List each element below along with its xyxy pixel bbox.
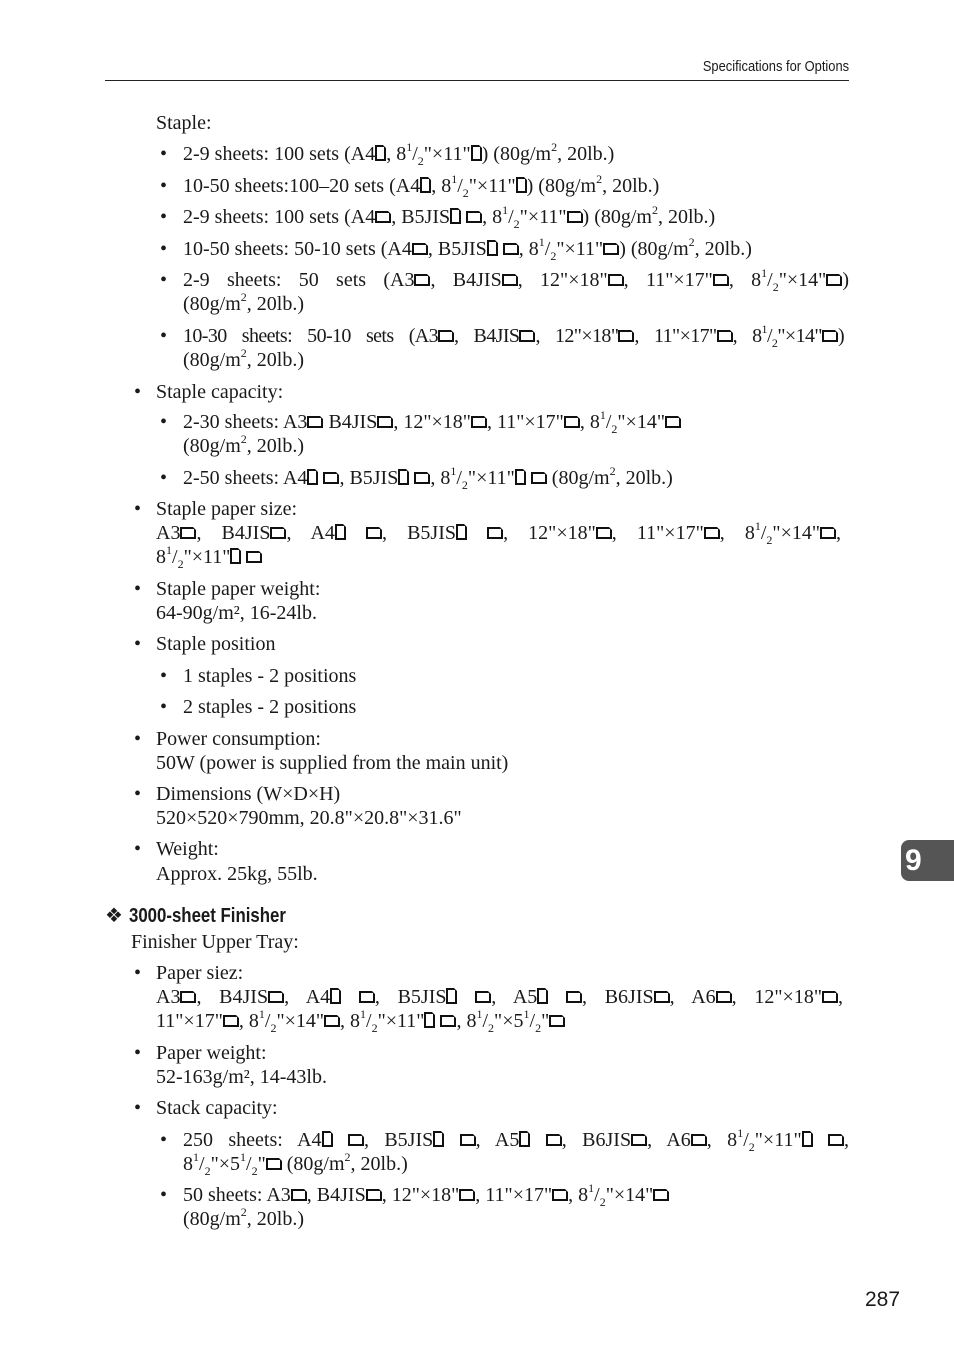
bullet: •	[160, 467, 168, 489]
paper-landscape-icon	[324, 1015, 340, 1027]
paper-landscape-icon	[440, 1015, 456, 1027]
paper-portrait-icon	[424, 1012, 435, 1028]
paper-landscape-icon	[822, 330, 838, 342]
paper-landscape-icon	[665, 416, 681, 428]
list-item: 10-50 sheets:100–20 sets (A4 , $8^1/_2"\times 11$" ) ($80g/m^2$, 20lb.)	[183, 172, 660, 200]
paper-landscape-icon	[323, 472, 339, 484]
paper-landscape-icon	[412, 243, 428, 255]
paper-landscape-icon	[475, 991, 491, 1003]
paper-landscape-icon	[377, 416, 393, 428]
bullet: •	[160, 269, 168, 291]
paper-portrait-icon	[375, 145, 386, 161]
bullet: •	[160, 1129, 168, 1151]
paper-landscape-icon	[466, 211, 482, 223]
paper-landscape-icon	[820, 527, 836, 539]
paper-portrait-icon	[446, 988, 457, 1004]
paper-landscape-icon	[414, 472, 430, 484]
bullet: •	[134, 498, 142, 520]
dimensions-value: 520×520×790mm, 20.8"×20.8"×31.6"	[156, 807, 462, 829]
paper-landscape-icon	[223, 1015, 239, 1027]
list-item: 2-30 sheets: A3 B4JIS , 12"×18" , 11"×17" , $8^1/_2"\times 14$"	[183, 410, 681, 434]
bullet: •	[160, 696, 168, 718]
paper-portrait-icon	[456, 524, 467, 540]
paper-portrait-icon	[330, 988, 341, 1004]
paper-landscape-icon	[359, 991, 375, 1003]
paper-portrait-icon	[515, 469, 526, 485]
paper-landscape-icon	[375, 211, 391, 223]
list-item: 2-9 sheets: 50 sets (A3 , B4JIS , 12"×18" , 11"×17" , $8^1/_2"\times 14$" )	[183, 266, 850, 294]
stack-capacity-label: Stack capacity:	[156, 1097, 278, 1119]
bullet: •	[160, 325, 168, 347]
list-item: 50 sheets: A3 , B4JIS , 12"×18" , 11"×17" , $8^1/_2"\times 14$"	[183, 1183, 669, 1207]
list-item: 1 staples - 2 positions	[183, 665, 357, 687]
bullet: •	[134, 838, 142, 860]
bullet: •	[160, 1184, 168, 1206]
paper-landscape-icon	[653, 1189, 669, 1201]
list-item: 2 staples - 2 positions	[183, 696, 357, 718]
paper-landscape-icon	[596, 527, 612, 539]
paper-landscape-icon	[567, 211, 583, 223]
bullet: •	[160, 143, 168, 165]
paper-landscape-icon	[246, 551, 262, 563]
bullet: •	[160, 665, 168, 687]
paper-portrait-icon	[322, 1131, 333, 1147]
paper-portrait-icon	[519, 1131, 530, 1147]
paper-landscape-icon	[268, 991, 284, 1003]
page-number: 287	[865, 1288, 901, 1311]
bullet: •	[134, 728, 142, 750]
paper-landscape-icon	[270, 527, 286, 539]
paper-landscape-icon	[618, 330, 634, 342]
list-item-continuation: $8^1/_2"\times 5^1/_2$" ($80g/m^2$, 20lb.)	[183, 1150, 408, 1178]
paper-landscape-icon	[828, 1134, 844, 1146]
list-item: 10-30 sheets: 50-10 sets (A3 , B4JIS , 12"×18" , 11"×17" , $8^1/_2"\times 14$" )	[183, 322, 844, 350]
list-item-continuation: ($80g/m^2$, 20lb.)	[183, 1205, 304, 1230]
paper-landscape-icon	[822, 991, 838, 1003]
list-item: 2-50 sheets: A4 , B5JIS , $8^1/_2"\times 11$" ($80g/m^2$, 20lb.)	[183, 464, 673, 492]
paper-landscape-icon	[566, 991, 582, 1003]
paper-portrait-icon	[420, 177, 431, 193]
paper-landscape-icon	[519, 330, 535, 342]
bullet: •	[134, 381, 142, 403]
paper-landscape-icon	[503, 243, 519, 255]
paper-portrait-icon	[537, 988, 548, 1004]
running-header	[105, 56, 849, 81]
staple-paper-size-value: A3 , B4JIS , A4 , B5JIS , 12"×18" , 11"×17" , $8^1/_2"\times 14$" ,	[156, 519, 842, 547]
chapter-tab: 9	[901, 840, 954, 881]
paper-landscape-icon	[552, 1189, 568, 1201]
paper-landscape-icon	[471, 416, 487, 428]
paper-portrait-icon	[307, 469, 318, 485]
paper-landscape-icon	[502, 274, 518, 286]
paper-landscape-icon	[704, 527, 720, 539]
paper-landscape-icon	[826, 274, 842, 286]
bullet: •	[134, 783, 142, 805]
paper-size-value: A3 , B4JIS , A4 , B5JIS , A5 , B6JIS , A6 , 12"×18" ,	[156, 986, 843, 1008]
diamond-icon: ❖	[105, 905, 123, 927]
power-value: 50W (power is supplied from the main unit)	[156, 752, 509, 774]
bullet: •	[134, 962, 142, 984]
section-heading: ❖ 3000-sheet Finisher	[105, 905, 286, 927]
paper-landscape-icon	[180, 991, 196, 1003]
list-item: 10-50 sheets: 50-10 sets (A4 , B5JIS , $8^1/_2"\times 11$" ) ($80g/m^2$, 20lb.)	[183, 235, 752, 263]
power-label: Power consumption:	[156, 728, 321, 750]
bullet: •	[134, 633, 142, 655]
paper-landscape-icon	[291, 1189, 307, 1201]
paper-weight-value: 52-163g/m², 14-43lb.	[156, 1066, 327, 1088]
weight-label: Weight:	[156, 838, 219, 860]
paper-landscape-icon	[549, 1015, 565, 1027]
paper-landscape-icon	[307, 416, 323, 428]
paper-portrait-icon	[802, 1131, 813, 1147]
paper-size-label: Paper siez:	[156, 962, 244, 984]
paper-portrait-icon	[450, 208, 461, 224]
paper-landscape-icon	[487, 527, 503, 539]
staple-position-label: Staple position	[156, 633, 276, 655]
paper-portrait-icon	[516, 177, 527, 193]
paper-portrait-icon	[471, 145, 482, 161]
list-item: 2-9 sheets: 100 sets (A4 , $8^1/_2"\times 11$" ) ($80g/m^2$, 20lb.)	[183, 140, 615, 168]
paper-portrait-icon	[335, 524, 346, 540]
bullet: •	[160, 411, 168, 433]
paper-portrait-icon	[398, 469, 409, 485]
paper-landscape-icon	[180, 527, 196, 539]
paper-portrait-icon	[433, 1131, 444, 1147]
list-item-continuation: ($80g/m^2$, 20lb.)	[183, 432, 304, 457]
paper-weight-label: Paper weight:	[156, 1042, 267, 1064]
list-item-continuation: ($80g/m^2$, 20lb.)	[183, 346, 304, 371]
staple-paper-size-label: Staple paper size:	[156, 498, 298, 520]
running-title: Specifications for Options	[702, 58, 849, 75]
bullet: •	[134, 578, 142, 600]
paper-portrait-icon	[230, 548, 241, 564]
paper-portrait-icon	[487, 240, 498, 256]
list-item: 2-9 sheets: 100 sets (A4 , B5JIS , $8^1/_2"\times 11$" ) ($80g/m^2$, 20lb.)	[183, 203, 716, 231]
paper-landscape-icon	[716, 991, 732, 1003]
staple-paper-weight-value: 64-90g/m², 16-24lb.	[156, 602, 317, 624]
bullet: •	[160, 206, 168, 228]
paper-landscape-icon	[531, 472, 547, 484]
paper-landscape-icon	[717, 330, 733, 342]
paper-landscape-icon	[713, 274, 729, 286]
staple-capacity-label: Staple capacity:	[156, 381, 284, 403]
staple-paper-weight-label: Staple paper weight:	[156, 578, 321, 600]
paper-landscape-icon	[546, 1134, 562, 1146]
paper-landscape-icon	[266, 1158, 282, 1170]
paper-landscape-icon	[438, 330, 454, 342]
bullet: •	[160, 175, 168, 197]
bullet: •	[134, 1097, 142, 1119]
paper-landscape-icon	[414, 274, 430, 286]
dimensions-label: Dimensions (W×D×H)	[156, 783, 341, 805]
paper-landscape-icon	[459, 1189, 475, 1201]
paper-landscape-icon	[564, 416, 580, 428]
list-item: 250 sheets: A4 , B5JIS , A5 , B6JIS , A6 , $8^1/_2"\times 11$" ,	[183, 1126, 850, 1154]
paper-size-value-cont: 11"×17" , $8^1/_2"\times 14$" , $8^1/_2"\times 11$" , $8^1/_2"\times 5^1/_2$"	[156, 1009, 565, 1033]
paper-landscape-icon	[608, 274, 624, 286]
weight-value: Approx. 25kg, 55lb.	[156, 863, 318, 885]
paper-landscape-icon	[691, 1134, 707, 1146]
list-item-continuation: ($80g/m^2$, 20lb.)	[183, 290, 304, 315]
paper-landscape-icon	[603, 243, 619, 255]
paper-landscape-icon	[460, 1134, 476, 1146]
paper-landscape-icon	[366, 527, 382, 539]
bullet: •	[160, 238, 168, 260]
staple-paper-size-value-cont: $8^1/_2"\times 11$"	[156, 545, 262, 569]
bullet: •	[134, 1042, 142, 1064]
finisher-upper-tray-label: Finisher Upper Tray:	[131, 931, 299, 953]
staple-label: Staple:	[156, 112, 212, 134]
paper-landscape-icon	[631, 1134, 647, 1146]
paper-landscape-icon	[348, 1134, 364, 1146]
paper-landscape-icon	[366, 1189, 382, 1201]
paper-landscape-icon	[654, 991, 670, 1003]
